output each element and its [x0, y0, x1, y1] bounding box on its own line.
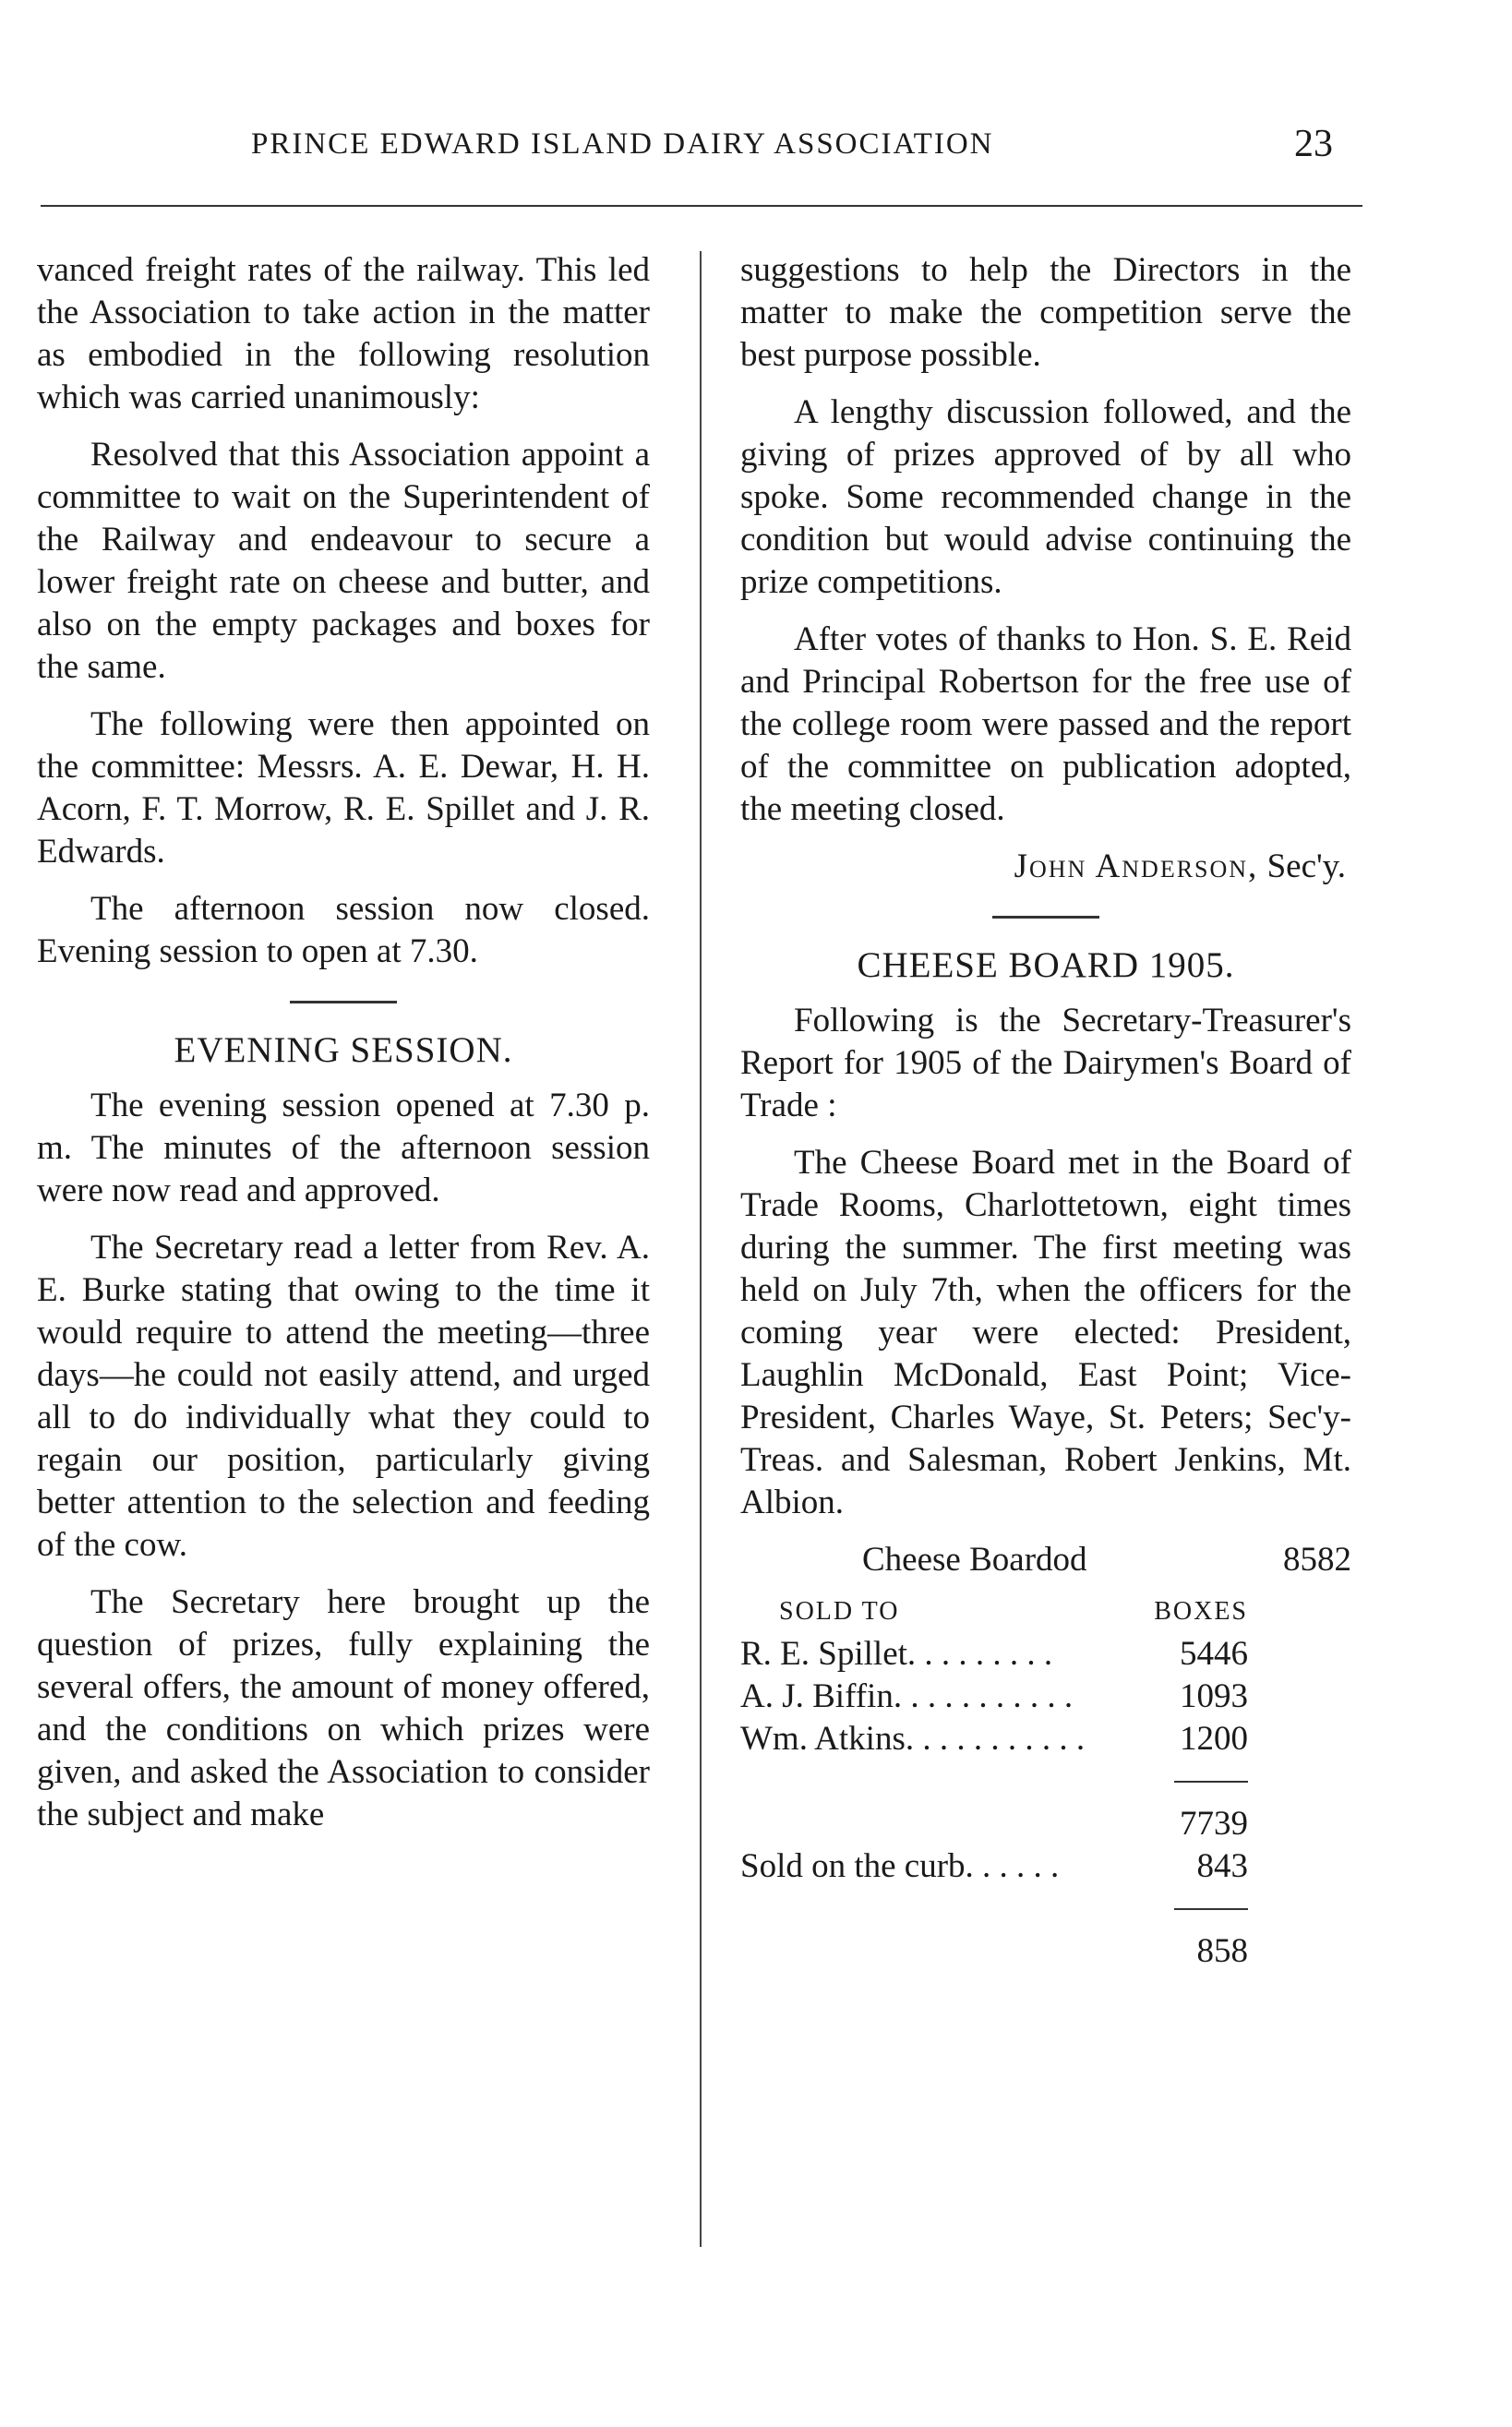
boxes-header: BOXES	[1154, 1597, 1248, 1626]
paragraph: The Secretary read a letter from Rev. A. E. Burke stating that owing to the time it would require to attend the meeting—three days—he could not easily attend, and urged all to do individually what they could to regain our position, particularly giving better attention to the selection and feeding of the cow.	[37, 1229, 650, 1564]
subtotal-row	[740, 1803, 1351, 1845]
paragraph: The following were then appointed on the committee: Messrs. A. E. Dewar, H. H. Acorn, F. T. Morrow, R. E. Spillet and J. R. Edwards.	[37, 705, 650, 871]
total-row	[740, 1930, 1351, 1973]
paragraph: The Secretary here brought up the question of prizes, fully explaining the several offers, the amount of money offered, and the conditions on which prizes were given, and asked the Association to consider the subject and make	[37, 1583, 650, 1833]
boarded-value: 8582	[1283, 1541, 1351, 1579]
boarded-row	[740, 1539, 1351, 1581]
paragraph: A lengthy discussion followed, and the giving of prizes approved of by all who spoke. Some recommended change in the condition but would advise continuing the prize competitions.	[740, 393, 1351, 601]
left-column	[37, 249, 650, 1851]
signature	[740, 846, 1351, 888]
section-rule	[290, 1001, 397, 1003]
buyer-boxes: 1200	[1180, 1720, 1248, 1758]
paragraph: Resolved that this Association appoint a committee to wait on the Superintendent of the Railway and endeavour to secure a lower freight rate on cheese and butter, and also on the empty packages and boxes for the same.	[37, 436, 650, 686]
section-rule	[992, 916, 1099, 919]
curb-row	[740, 1845, 1351, 1888]
paragraph: The evening session opened at 7.30 p. m. The minutes of the afternoon session were now read and approved.	[37, 1087, 650, 1209]
table-row	[740, 1676, 1351, 1718]
boarded-label: Cheese Boardod	[862, 1541, 1087, 1579]
signature-name: John Anderson,	[1014, 847, 1259, 885]
buyer-name: R. E. Spillet. . . . . . . . .	[740, 1635, 1053, 1673]
buyer-name: A. J. Biffin. . . . . . . . . . .	[740, 1677, 1074, 1715]
evening-session-heading: EVENING SESSION.	[174, 1030, 513, 1070]
paragraph: vanced freight rates of the railway. This led the Association to take action in the matter as embodied in the following resolution which was carried unanimously:	[37, 251, 650, 416]
cheese-board-heading: CHEESE BOARD 1905.	[857, 945, 1235, 985]
paragraph: The afternoon session now closed. Evening session to open at 7.30.	[37, 890, 650, 970]
sum-rule	[1174, 1781, 1248, 1783]
rule-row	[740, 1888, 1351, 1930]
table-header	[740, 1591, 1351, 1633]
paragraph: Following is the Secretary-Treasurer's Report for 1905 of the Dairymen's Board of Trade :	[740, 1002, 1351, 1124]
column-divider	[700, 251, 702, 2247]
rule-row	[740, 1760, 1351, 1803]
sum-rule	[1174, 1908, 1248, 1910]
table-row	[740, 1718, 1351, 1760]
total-value: 858	[1196, 1932, 1248, 1970]
header-rule	[41, 205, 1362, 207]
paragraph: The Cheese Board met in the Board of Trade Rooms, Charlottetown, eight times during the summer. The first meeting was held on July 7th, when the officers for the coming year were elected: President, Laughlin McDonald, East Point; Vice-President, Charles Waye, St. Peters; Sec'y-Treas. and Salesman, Robert Jenkins, Mt. Albion.	[740, 1144, 1351, 1521]
subtotal-value: 7739	[1180, 1805, 1248, 1843]
curb-value: 843	[1196, 1847, 1248, 1885]
buyer-boxes: 5446	[1180, 1635, 1248, 1673]
page-header	[0, 118, 1512, 174]
signature-title: Sec'y.	[1266, 847, 1346, 885]
buyer-name: Wm. Atkins. . . . . . . . . . .	[740, 1720, 1086, 1758]
page-number: 23	[1294, 123, 1333, 165]
curb-label: Sold on the curb. . . . . .	[740, 1847, 1060, 1885]
sold-to-header: SOLD TO	[779, 1597, 900, 1626]
buyer-boxes: 1093	[1180, 1677, 1248, 1715]
table-row	[740, 1633, 1351, 1676]
paragraph: suggestions to help the Directors in the matter to make the competition serve the best purpose possible.	[740, 251, 1351, 374]
running-title: PRINCE EDWARD ISLAND DAIRY ASSOCIATION	[251, 127, 994, 161]
right-column	[740, 249, 1351, 1973]
paragraph: After votes of thanks to Hon. S. E. Reid and Principal Robertson for the free use of the college room were passed and the report of the committee on publication adopted, the meeting closed.	[740, 620, 1351, 828]
